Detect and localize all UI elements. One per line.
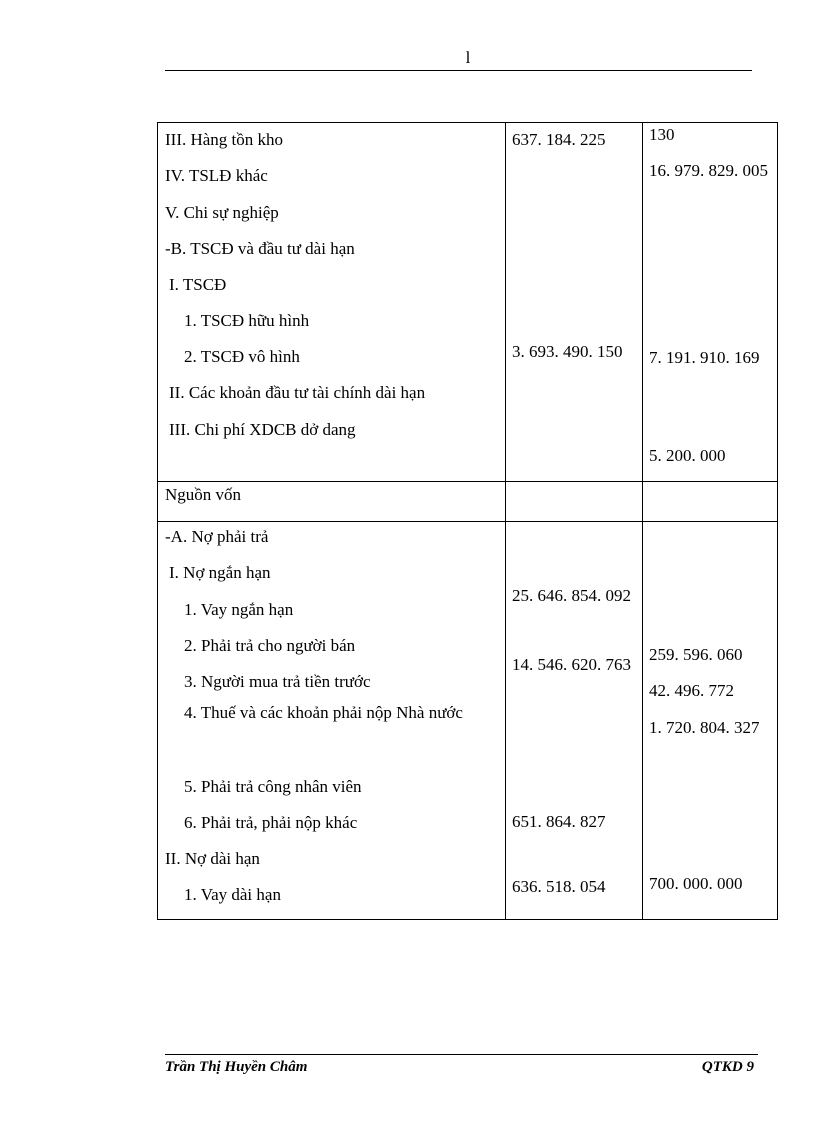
value-inventory-col2: 637. 184. 225 xyxy=(512,130,606,149)
row-divider-2 xyxy=(158,521,777,522)
label-inventory: III. Hàng tồn kho xyxy=(165,130,284,149)
value-advances-col3: 42. 496. 772 xyxy=(649,681,734,700)
value-intangible-col2: 3. 693. 490. 150 xyxy=(512,342,623,361)
label-short-term-loans: 1. Vay ngắn hạn xyxy=(184,600,294,619)
label-long-term-loans: 1. Vay dài hạn xyxy=(184,885,281,904)
value-other-current-col3: 16. 979. 829. 005 xyxy=(649,161,768,180)
value-short-loans-col2: 25. 646. 854. 092 xyxy=(512,586,631,605)
footer-rule xyxy=(165,1054,758,1055)
value-intangible-col3: 7. 191. 910. 169 xyxy=(649,348,760,367)
value-long-loans-col2: 636. 518. 054 xyxy=(512,877,606,896)
balance-sheet-table xyxy=(157,122,778,920)
label-liabilities: -A. Nợ phải trả xyxy=(165,527,269,546)
label-buyer-advances: 3. Người mua trả tiền trước xyxy=(184,672,371,691)
value-long-loans-col3: 700. 000. 000 xyxy=(649,874,743,893)
value-payables-col2: 14. 546. 620. 763 xyxy=(512,655,631,674)
label-tangible-assets: 1. TSCĐ hữu hình xyxy=(184,311,310,330)
row-divider-1 xyxy=(158,481,777,482)
value-top-col3: 130 xyxy=(649,125,675,144)
value-taxes-col3: 1. 720. 804. 327 xyxy=(649,718,760,737)
label-payables-to-sellers: 2. Phải trả cho người bán xyxy=(184,636,356,655)
label-taxes-payable: 4. Thuế và các khoản phải nộp Nhà nước xyxy=(184,703,463,722)
value-construction-col3: 5. 200. 000 xyxy=(649,446,726,465)
value-sellers-col3: 259. 596. 060 xyxy=(649,645,743,664)
page-header-mark: l xyxy=(465,48,471,67)
label-long-term-debt: II. Nợ dài hạn xyxy=(165,849,260,868)
header-rule xyxy=(165,70,752,71)
label-long-term-investments: II. Các khoản đầu tư tài chính dài hạn xyxy=(169,383,426,402)
label-non-business-expenses: V. Chi sự nghiệp xyxy=(165,203,279,222)
label-fixed-assets: I. TSCĐ xyxy=(169,275,227,294)
label-construction-in-progress: III. Chi phí XDCB dở dang xyxy=(169,420,356,439)
label-intangible-assets: 2. TSCĐ vô hình xyxy=(184,347,300,366)
label-payable-employees: 5. Phải trả công nhân viên xyxy=(184,777,362,796)
footer-author: Trần Thị Huyền Châm xyxy=(165,1059,308,1075)
footer-class-code: QTKD 9 xyxy=(701,1059,754,1075)
label-capital-sources: Nguồn vốn xyxy=(165,485,242,504)
label-short-term-debt: I. Nợ ngắn hạn xyxy=(169,563,271,582)
value-other-payables-col2: 651. 864. 827 xyxy=(512,812,606,831)
label-other-current-assets: IV. TSLĐ khác xyxy=(165,166,268,185)
label-other-payables: 6. Phải trả, phải nộp khác xyxy=(184,813,358,832)
label-fixed-assets-section: -B. TSCĐ và đầu tư dài hạn xyxy=(165,239,355,258)
